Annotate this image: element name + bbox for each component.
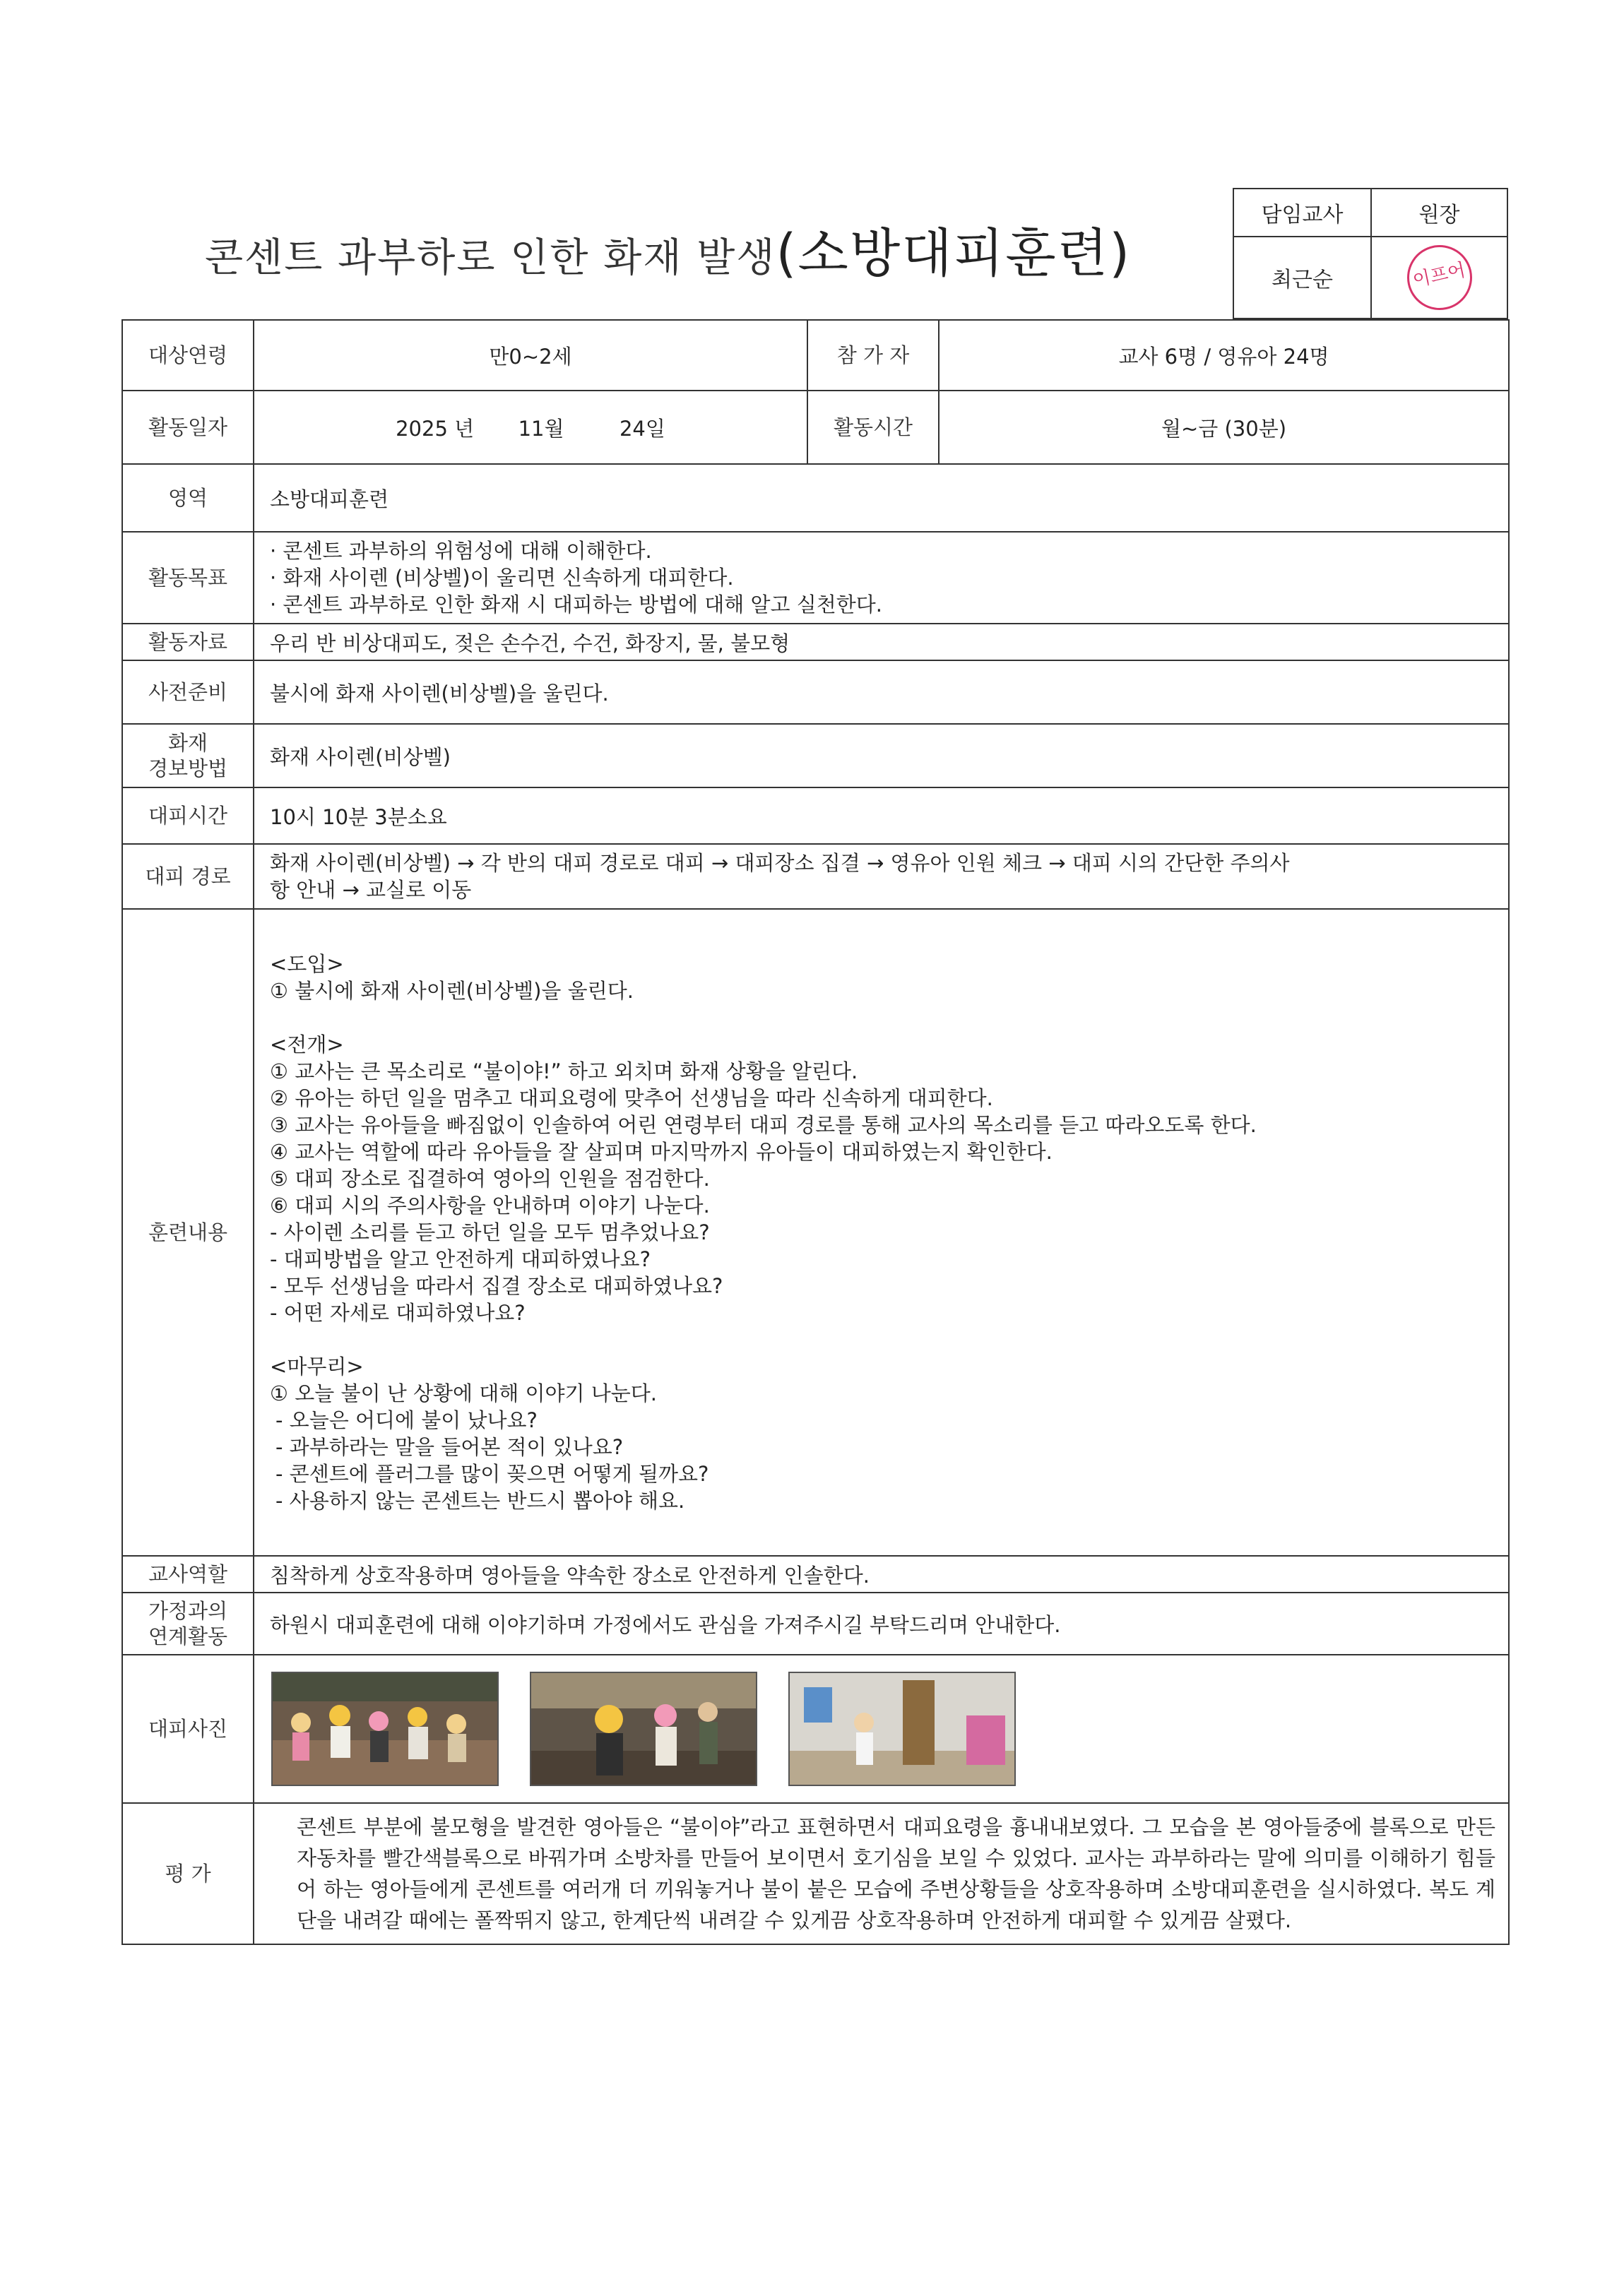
training-line: ⑤ 대피 장소로 집결하여 영아의 인원을 점검한다.: [270, 1167, 710, 1191]
goals-list: [254, 532, 1509, 624]
route-value: [254, 844, 1509, 909]
goal-item: · 콘센트 과부하로 인한 화재 시 대피하는 방법에 대해 알고 실천한다.: [270, 593, 882, 617]
training-line: ② 유아는 하던 일을 멈추고 대피요령에 맞추어 선생님을 따라 신속하게 대피한다.: [270, 1086, 993, 1110]
date-month: 11월: [518, 416, 564, 441]
training-line: - 사이렌 소리를 듣고 하던 일을 모두 멈추었나요?: [270, 1220, 710, 1244]
materials-label: 활동자료: [122, 624, 254, 660]
prep-value: 불시에 화재 사이렌(비상벨)을 울린다.: [254, 660, 1509, 724]
training-line: - 사용하지 않는 콘센트는 반드시 뽑아야 해요.: [275, 1489, 685, 1513]
date-year: 2025 년: [396, 416, 475, 441]
age-label: 대상연령: [122, 320, 254, 391]
eval-label: 평 가: [122, 1803, 254, 1944]
training-label: 훈련내용: [122, 909, 254, 1556]
eval-value: 콘센트 부분에 불모형을 발견한 영아들은 “불이야”라고 표현하면서 대피요령을 흉내내보였다. 그 모습을 본 영아들중에 블록으로 만든 자동차를 빨간색블록으로 바꿔가며 소방차를 만들어 보이면서 호기심을 보일 수 있었다. 교사는 과부하라는 말에 의미를 이해하기 힘들어 하는 영아들에게 콘센트를 여러개 더 끼워놓거나 불이 붙은 모습에 주변상황들을 상호작용하며 소방대피훈련을 실시하였다. 복도 계단을 내려갈 때에는 폴짝뛰지 않고, 한계단씩 내려갈 수 있게끔 상호작용하며 안전하게 대피할 수 있게끔 살폈다.: [254, 1803, 1509, 1944]
route-label: 대피 경로: [122, 844, 254, 909]
teacher-name: 최근순: [1233, 237, 1371, 319]
alarm-label: [122, 724, 254, 787]
training-line: ③ 교사는 유아들을 빠짐없이 인솔하여 어린 연령부터 대피 경로를 통해 교사의 목소리를 듣고 따라오도록 한다.: [270, 1113, 1257, 1137]
director-header: 원장: [1371, 189, 1507, 237]
date-label: 활동일자: [122, 391, 254, 464]
area-label: 영역: [122, 464, 254, 532]
goals-label: 활동목표: [122, 532, 254, 624]
route-line: 화재 사이렌(비상벨) → 각 반의 대피 경로로 대피 → 대피장소 집결 → 영유아 인원 체크 → 대피 시의 간단한 주의사: [270, 851, 1290, 875]
photo-strip: [254, 1672, 1508, 1786]
goal-item: · 콘센트 과부하의 위험성에 대해 이해한다.: [270, 539, 652, 563]
time-value: 월~금 (30분): [939, 391, 1509, 464]
date-day: 24일: [619, 416, 665, 441]
training-line: - 어떤 자세로 대피하였나요?: [270, 1301, 526, 1325]
goal-item: · 화재 사이렌 (비상벨)이 울리면 신속하게 대피한다.: [270, 566, 734, 590]
training-record-table: [121, 319, 1510, 1945]
evacuation-photo-3: [788, 1672, 1016, 1786]
route-line: 항 안내 → 교실로 이동: [270, 878, 472, 902]
age-value: 만0~2세: [254, 320, 807, 391]
training-line: ④ 교사는 역할에 따라 유아들을 잘 살피며 마지막까지 유아들이 대피하였는지 확인한다.: [270, 1140, 1053, 1164]
home-link-label-line1: 가정과의: [148, 1598, 228, 1623]
materials-value: 우리 반 비상대피도, 젖은 손수건, 수건, 화장지, 물, 불모형: [254, 624, 1509, 660]
director-stamp: 이프어: [1401, 239, 1478, 316]
area-value: 소방대피훈련: [254, 464, 1509, 532]
home-link-value: 하원시 대피훈련에 대해 이야기하며 가정에서도 관심을 가져주시길 부탁드리며 안내한다.: [254, 1593, 1509, 1655]
time-label: 활동시간: [807, 391, 939, 464]
title-paren: (소방대피훈련): [776, 223, 1132, 284]
training-line: - 대피방법을 알고 안전하게 대피하였나요?: [270, 1247, 651, 1271]
photos-label: 대피사진: [122, 1655, 254, 1803]
director-stamp-cell: [1371, 237, 1507, 319]
evacuation-photo-2: [530, 1672, 757, 1786]
date-value: [254, 391, 807, 464]
participants-label: 참 가 자: [807, 320, 939, 391]
home-link-label: [122, 1593, 254, 1655]
evac-time-label: 대피시간: [122, 787, 254, 844]
training-intro-heading: <도입>: [270, 952, 344, 976]
evac-time-value: 10시 10분 3분소요: [254, 787, 1509, 844]
evacuation-photo-1: [271, 1672, 499, 1786]
training-line: - 오늘은 어디에 불이 났나요?: [275, 1408, 538, 1432]
training-dev-heading: <전개>: [270, 1033, 344, 1057]
photos-cell: [254, 1655, 1509, 1803]
alarm-label-line1: 화재: [167, 730, 208, 755]
teacher-role-label: 교사역할: [122, 1556, 254, 1593]
participants-value: 교사 6명 / 영유아 24명: [939, 320, 1509, 391]
training-line: ① 교사는 큰 목소리로 “불이야!” 하고 외치며 화재 상황을 알린다.: [270, 1059, 858, 1083]
training-line: - 콘센트에 플러그를 많이 꽂으면 어떻게 될까요?: [275, 1462, 709, 1486]
teacher-header: 담임교사: [1233, 189, 1371, 237]
alarm-label-line2: 경보방법: [148, 756, 228, 780]
training-line: - 과부하라는 말을 들어본 적이 있나요?: [275, 1435, 624, 1459]
home-link-label-line2: 연계활동: [148, 1624, 228, 1648]
approval-box: [1233, 188, 1508, 319]
training-line: ⑥ 대피 시의 주의사항을 안내하며 이야기 나눈다.: [270, 1194, 710, 1218]
alarm-value: 화재 사이렌(비상벨): [254, 724, 1509, 787]
prep-label: 사전준비: [122, 660, 254, 724]
page-title: [205, 212, 1131, 287]
training-end-heading: <마무리>: [270, 1355, 364, 1379]
training-content: [254, 909, 1509, 1556]
training-line: ① 불시에 화재 사이렌(비상벨)을 울린다.: [270, 979, 634, 1003]
title-main: 콘센트 과부하로 인한 화재 발생: [205, 235, 776, 281]
training-line: ① 오늘 불이 난 상황에 대해 이야기 나눈다.: [270, 1381, 657, 1405]
training-line: - 모두 선생님을 따라서 집결 장소로 대피하였나요?: [270, 1274, 723, 1298]
teacher-role-value: 침착하게 상호작용하며 영아들을 약속한 장소로 안전하게 인솔한다.: [254, 1556, 1509, 1593]
